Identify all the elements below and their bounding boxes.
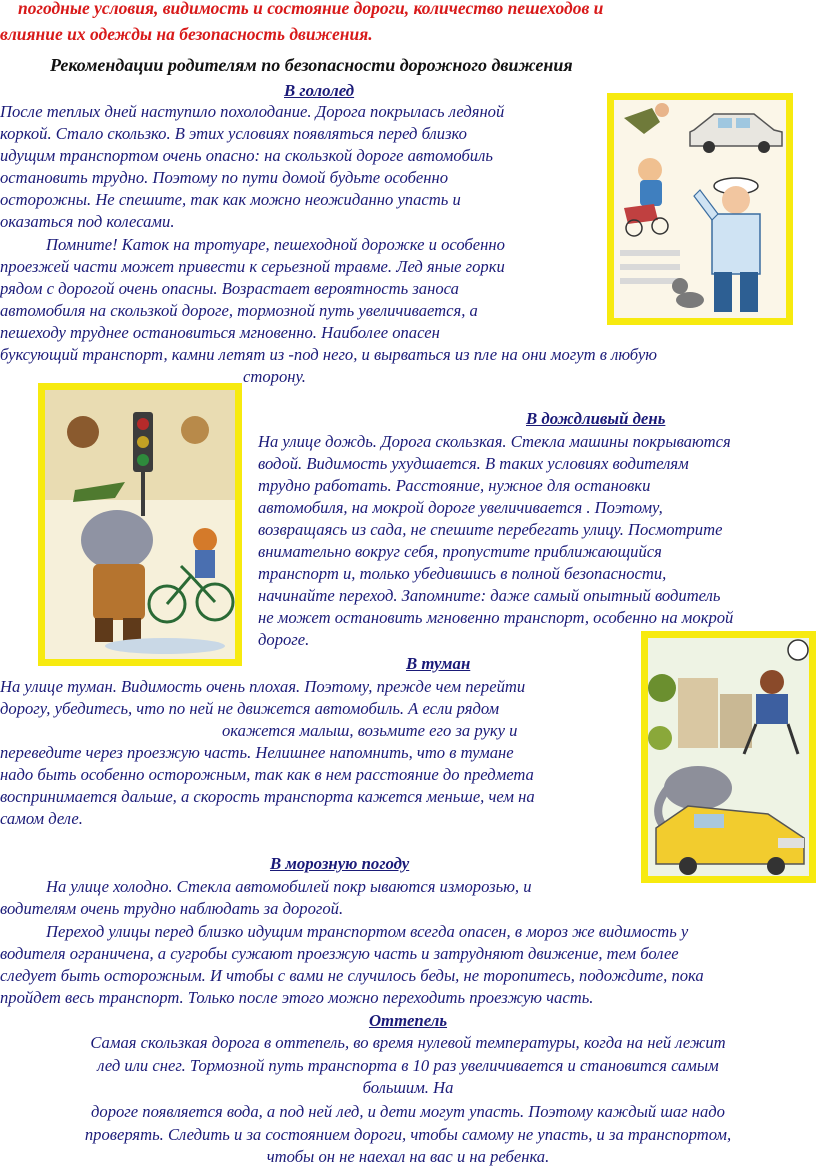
ice-line: идущим транспортом очень опасно: на скользкой дороге автомобиль bbox=[0, 146, 493, 165]
rain-line: трудно работать. Расстояние, нужное для остановки bbox=[258, 476, 651, 495]
section-title-ice: В гололед bbox=[284, 81, 355, 100]
rain-line: начинайте переход. Запомните: даже самый опытный водитель bbox=[258, 586, 721, 605]
ice-line: буксующий транспорт, камни летят из -под него, и вырваться из пле на они могут в любую bbox=[0, 345, 657, 364]
thaw-line: Самая скользкая дорога в оттепель, во время нулевой температуры, когда на ней лежит bbox=[90, 1033, 726, 1052]
ice-line: осторожны. Не спешите, так как можно неожиданно упасть и bbox=[0, 190, 461, 209]
section-title-thaw: Оттепель bbox=[368, 1011, 448, 1030]
rain-scene-image bbox=[45, 390, 235, 659]
thaw-line: чтобы он не наехал на вас и на ребенка. bbox=[266, 1147, 550, 1166]
ice-line: пешеходу труднее остановиться мгновенно. Наиболее опасен bbox=[0, 323, 440, 342]
section-title-fog: В туман bbox=[406, 654, 471, 673]
rain-line: транспорт и, только убедившись в полной безопасности, bbox=[258, 564, 667, 583]
section-title-frost: В морозную погоду bbox=[270, 854, 410, 873]
rain-line: На улице дождь. Дорога скользкая. Стекла машины покрываются bbox=[258, 432, 731, 451]
fog-line: окажется малыш, возьмите его за руку и bbox=[222, 721, 518, 740]
thaw-line: дороге появляется вода, а под ней лед, и дети могут упасть. Поэтому каждый шаг надо bbox=[91, 1102, 725, 1121]
thaw-line: лед или снег. Тормозной путь транспорта в 10 раз увеличивается и становится самым bbox=[97, 1056, 719, 1075]
frost-line: водителя ограничена, а сугробы сужают проезжую часть и затрудняют движение, тем более bbox=[0, 944, 679, 963]
illustration-ice bbox=[607, 93, 793, 325]
rain-line: возвращаясь из сада, не спешите перебегать улицу. Посмотрите bbox=[258, 520, 723, 539]
intro-line-1: погодные условия, видимость и состояние дороги, количество пешеходов и bbox=[18, 0, 604, 18]
ice-line: рядом с дорогой очень опасны. Возрастает вероятность заноса bbox=[0, 279, 459, 298]
ice-line: остановить трудно. Поэтому по пути домой будьте особенно bbox=[0, 168, 449, 187]
thaw-line: проверять. Следить и за состоянием дороги, чтобы самому не упасть, и за транспортом, bbox=[84, 1125, 732, 1144]
rain-line: дороге. bbox=[258, 630, 310, 649]
fog-line: надо быть особенно осторожным, так как в нем расстояние до предмета bbox=[0, 765, 534, 784]
fog-line: На улице туман. Видимость очень плохая. Поэтому, прежде чем перейти bbox=[0, 677, 526, 696]
frost-line: следует быть осторожным. И чтобы с вами не случилось беды, не торопитесь, подождите, пока bbox=[0, 966, 704, 985]
rain-line: водой. Видимость ухудшается. В таких условиях водителям bbox=[258, 454, 689, 473]
frost-line: Переход улицы перед близко идущим транспортом всегда опасен, в мороз же видимость у bbox=[46, 922, 689, 941]
fog-line: дорогу, убедитесь, что по ней не движется автомобиль. А если рядом bbox=[0, 699, 500, 718]
frost-line: водителям очень трудно наблюдать за дорогой. bbox=[0, 899, 344, 918]
ice-line: автомобиля на скользкой дороге, тормозной путь увеличивается, а bbox=[0, 301, 478, 320]
fog-line: переведите через проезжую часть. Нелишнее напомнить, что в тумане bbox=[0, 743, 514, 762]
thaw-line: большим. На bbox=[362, 1078, 454, 1097]
ice-line: сторону. bbox=[243, 367, 306, 386]
page-title: Рекомендации родителям по безопасности дорожного движения bbox=[50, 55, 573, 75]
fog-line: воспринимается дальше, а скорость транспорта кажется меньше, чем на bbox=[0, 787, 535, 806]
section-title-rain: В дождливый день bbox=[526, 409, 666, 428]
illustration-rain bbox=[38, 383, 242, 666]
ice-line: проезжей части может привести к серьезной травме. Лед яные горки bbox=[0, 257, 505, 276]
ice-line: коркой. Стало скользко. В этих условиях появляться перед близко bbox=[0, 124, 467, 143]
ice-line: Помните! Каток на тротуаре, пешеходной дорожке и особенно bbox=[46, 235, 505, 254]
intro-line-2: влияние их одежды на безопасность движения. bbox=[0, 24, 373, 44]
fog-scene-image bbox=[648, 638, 809, 876]
rain-line: внимательно вокруг себя, пропустите приближающийся bbox=[258, 542, 662, 561]
frost-line: На улице холодно. Стекла автомобилей покр ываются изморозью, и bbox=[46, 877, 532, 896]
illustration-fog bbox=[641, 631, 816, 883]
ice-scene-image bbox=[614, 100, 786, 318]
ice-line: После теплых дней наступило похолодание. Дорога покрылась ледяной bbox=[0, 102, 505, 121]
fog-line: самом деле. bbox=[0, 809, 83, 828]
rain-line: автомобиля, на мокрой дороге увеличивается . Поэтому, bbox=[258, 498, 663, 517]
ice-line: оказаться под колесами. bbox=[0, 212, 175, 231]
frost-line: пройдет весь транспорт. Только после этого можно переходить проезжую часть. bbox=[0, 988, 594, 1007]
rain-line: не может остановить мгновенно транспорт, особенно на мокрой bbox=[258, 608, 734, 627]
